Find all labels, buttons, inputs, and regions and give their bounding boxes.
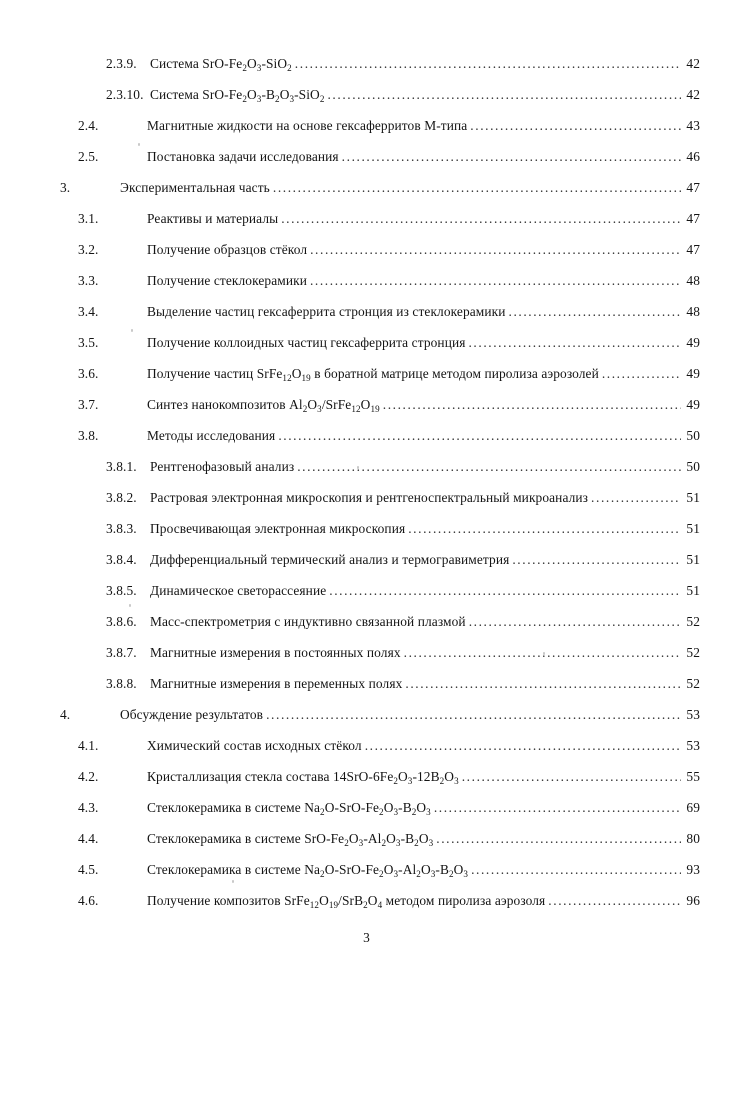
toc-entry-number: 3.5. [78,335,99,350]
toc-entry-title: Реактивы и материалы [147,211,279,226]
toc-entry-page-number: 51 [686,583,700,598]
toc-entry-title: Экспериментальная часть [120,180,270,195]
toc-entry-number: 2.4. [78,118,99,133]
toc-entry[interactable] [0,149,733,180]
toc-entry-number: 2.3.10. [106,87,144,102]
toc-entry-title: Кристаллизация стекла состава $14SrO-6Fe_2O_3-12B_2O_3$ [147,769,459,786]
toc-entry-page-number: 52 [686,614,700,629]
toc-entry-page-number: 55 [686,769,700,784]
toc-entry[interactable] [0,211,733,242]
toc-entry-title: Система SrO-$Fe_2O_3-B_2O_3-SiO_2$ [150,87,325,104]
toc-entry-page-number: 50 [686,428,700,443]
toc-entry-number: 3.8.5. [106,583,137,598]
toc-entry-page-number: 51 [686,490,700,505]
toc-dot-leader [462,770,681,783]
toc-dot-leader [468,336,681,349]
toc-entry-page-number: 42 [686,56,700,71]
scan-speck [138,143,140,146]
toc-entry-page-number: 51 [686,521,700,536]
toc-entry-number: 3.3. [78,273,99,288]
toc-entry[interactable] [0,397,733,428]
toc-entry[interactable] [0,366,733,397]
toc-dot-leader [434,801,681,814]
toc-entry-page-number: 52 [686,676,700,691]
toc-entry-title: Химический состав исходных стёкол [147,738,362,753]
toc-dot-leader [273,181,681,194]
toc-entry-title: Масс-спектрометрия с индуктивно связанной плазмой [150,614,466,629]
toc-entry-title: Магнитные жидкости на основе гексаферритов М-типа [147,118,468,133]
toc-entry-title: Получение композитов $SrFe_{12}O_{19}/SrB_2O_4$ методом пиролиза аэрозоля [147,893,546,910]
toc-entry-number: 3.8.2. [106,490,137,505]
toc-entry-title: Рентгенофазовый анализ [150,459,295,474]
toc-entry-page-number: 53 [686,707,700,722]
toc-dot-leader [327,88,681,101]
toc-dot-leader [383,398,681,411]
toc-entry-number: 4.6. [78,893,99,908]
toc-entry-page-number: 49 [686,366,700,381]
scan-speck [543,652,545,655]
toc-entry-title: Обсуждение результатов [120,707,264,722]
toc-entry-page-number: 49 [686,335,700,350]
toc-dot-leader [548,894,681,907]
toc-dot-leader [310,243,681,256]
toc-entry-page-number: 48 [686,304,700,319]
toc-entry-title: Магнитные измерения в постоянных полях [150,645,401,660]
toc-entry-page-number: 48 [686,273,700,288]
toc-dot-leader [310,274,681,287]
toc-entry-title: Стеклокерамика в системе $Na_2O-SrO-Fe_2O_3-Al_2O_3-B_2O_3$ [147,862,469,879]
toc-entry-title: Стеклокерамика в системе $Na_2O-SrO-Fe_2O_3-B_2O_3$ [147,800,431,817]
toc-entry-page-number: 69 [686,800,700,815]
toc-entry[interactable] [0,831,733,862]
toc-entry-number: 3.8.7. [106,645,137,660]
toc-dot-leader [266,708,681,721]
toc-dot-leader [405,677,681,690]
toc-entry[interactable] [0,800,733,831]
toc-entry[interactable] [0,180,733,211]
toc-dot-leader [408,522,681,535]
toc-entry-number: 3.2. [78,242,99,257]
toc-entry[interactable] [0,56,733,87]
toc-entry-number: 4.1. [78,738,99,753]
scan-speck [131,329,133,332]
toc-entry[interactable] [0,335,733,366]
toc-entry[interactable] [0,676,733,707]
toc-entry-number: 4.4. [78,831,99,846]
toc-dot-leader [591,491,681,504]
toc-entry-page-number: 49 [686,397,700,412]
toc-entry[interactable] [0,428,733,459]
toc-entry[interactable] [0,645,733,676]
toc-entry-number: 2.5. [78,149,99,164]
toc-entry[interactable] [0,304,733,335]
toc-entry-number: 3.7. [78,397,99,412]
toc-entry-page-number: 96 [686,893,700,908]
toc-entry[interactable] [0,583,733,614]
toc-dot-leader [512,553,681,566]
toc-entry-number: 3.1. [78,211,99,226]
toc-entry[interactable] [0,87,733,118]
toc-entry-number: 3.4. [78,304,99,319]
toc-dot-leader [365,739,681,752]
toc-dot-leader [297,460,681,473]
toc-entry[interactable] [0,614,733,645]
toc-entry-title: Постановка задачи исследования [147,149,339,164]
toc-entry-title: Стеклокерамика в системе SrO-$Fe_2O_3-Al_2O_3-B_2O_3$ [147,831,434,848]
toc-dot-leader [436,832,681,845]
toc-entry-title: Система SrO-$Fe_2O_3-SiO_2$ [150,56,292,73]
toc-entry[interactable] [0,459,733,490]
toc-entry-number: 4.3. [78,800,99,815]
toc-entry[interactable] [0,707,733,738]
toc-dot-leader [471,863,681,876]
toc-entry-title: Просвечивающая электронная микроскопия [150,521,406,536]
toc-entry-number: 3.6. [78,366,99,381]
toc-entry-page-number: 47 [686,211,700,226]
toc-entry-page-number: 47 [686,180,700,195]
toc-entry-number: 3.8.4. [106,552,137,567]
toc-entry-title: Синтез нанокомпозитов $Al_2O_3/SrFe_{12}O_{19}$ [147,397,380,414]
toc-entry-title: Получение стеклокерамики [147,273,307,288]
toc-dot-leader [509,305,682,318]
toc-entry-title: Растровая электронная микроскопия и рентгеноспектральный микроанализ [150,490,589,505]
toc-entry-number: 4. [60,707,71,722]
toc-entry-number: 3.8.6. [106,614,137,629]
toc-entry-number: 3.8. [78,428,99,443]
toc-entry-title: Дифференциальный термический анализ и термогравиметрия [150,552,510,567]
toc-entry-title: Динамическое светорассеяние [150,583,327,598]
toc-dot-leader [281,212,681,225]
toc-entry-page-number: 80 [686,831,700,846]
toc-dot-leader [278,429,681,442]
toc-entry-title: Методы исследования [147,428,276,443]
toc-entry[interactable] [0,273,733,304]
toc-entry[interactable] [0,862,733,893]
toc-entry-number: 3.8.1. [106,459,137,474]
toc-entry-page-number: 93 [686,862,700,877]
toc-entry-title: Получение образцов стёкол [147,242,308,257]
scan-speck [129,604,131,607]
toc-entry[interactable] [0,893,733,924]
footer-page-number: 3 [363,930,370,945]
toc-entry[interactable] [0,738,733,769]
toc-entry-number: 3. [60,180,71,195]
toc-entry[interactable] [0,552,733,583]
toc-entry-page-number: 51 [686,552,700,567]
toc-entry-title: Получение коллоидных частиц гексаферрита стронция [147,335,466,350]
toc-entry[interactable] [0,769,733,800]
toc-entry[interactable] [0,521,733,552]
toc-entry-page-number: 43 [686,118,700,133]
toc-entry-title: Получение частиц $SrFe_{12}O_{19}$ в боратной матрице методом пиролиза аэрозолей [147,366,599,383]
toc-entry-number: 3.8.3. [106,521,137,536]
scan-speck [232,880,234,883]
toc-entry-page-number: 47 [686,242,700,257]
toc-entry-page-number: 53 [686,738,700,753]
toc-entry-page-number: 52 [686,645,700,660]
toc-dot-leader [602,367,681,380]
toc-dot-leader [470,119,681,132]
toc-entry-number: 2.3.9. [106,56,137,71]
toc-entry[interactable] [0,118,733,149]
toc-dot-leader [342,150,681,163]
toc-entry-page-number: 50 [686,459,700,474]
toc-entry[interactable] [0,490,733,521]
toc-dot-leader [329,584,681,597]
table-of-contents [0,56,733,924]
scan-speck [357,466,359,469]
toc-entry-title: Магнитные измерения в переменных полях [150,676,403,691]
toc-entry-number: 4.2. [78,769,99,784]
toc-entry-page-number: 46 [686,149,700,164]
toc-entry-page-number: 42 [686,87,700,102]
toc-entry-number: 3.8.8. [106,676,137,691]
toc-entry-title: Выделение частиц гексаферрита стронция из стеклокерамики [147,304,506,319]
toc-dot-leader [469,615,681,628]
toc-entry-number: 4.5. [78,862,99,877]
toc-entry[interactable] [0,242,733,273]
toc-dot-leader [295,57,681,70]
